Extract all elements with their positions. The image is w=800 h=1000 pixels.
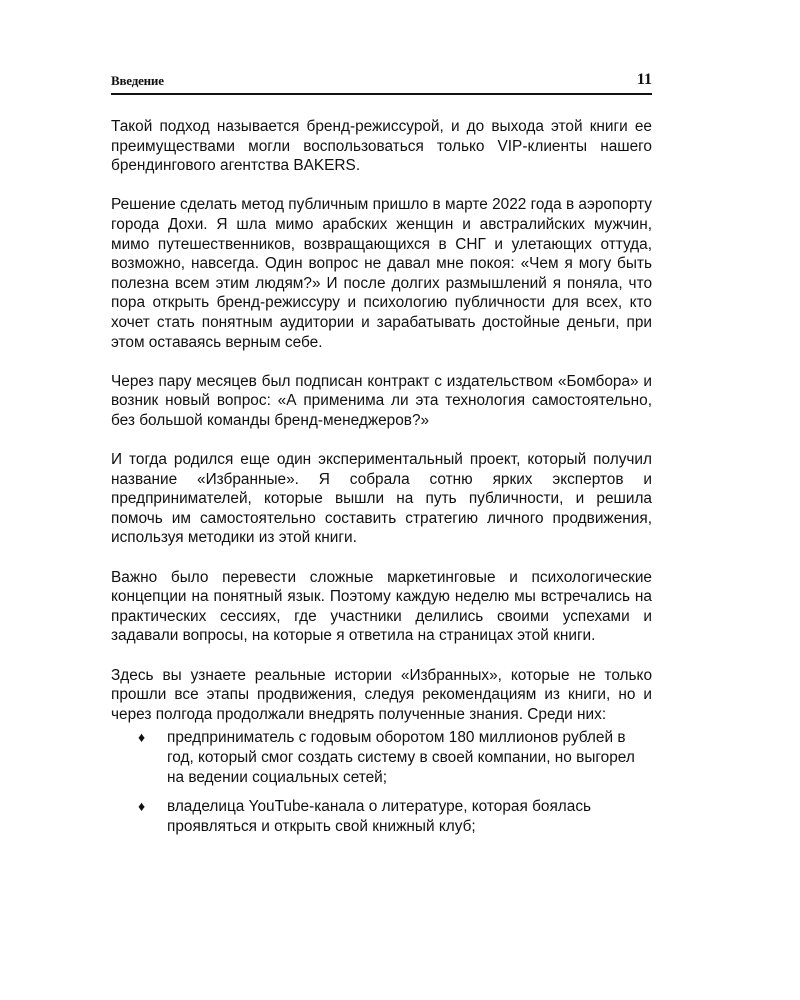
body-text <box>111 117 652 846</box>
list-item <box>111 728 652 787</box>
paragraph-3: Через пару месяцев был подписан контракт с издательством «Бомбора» и возник новый вопрос: «А применима ли эта технология самостоятельно, без большой команды бренд-менеджеров?» <box>111 372 652 429</box>
list-item-text: владелица YouTube-канала о литературе, которая боялась проявляться и открыть свой книжный клуб; <box>167 798 592 835</box>
paragraph-4: И тогда родился еще один экспериментальный проект, который получил название «Избранные». Я собрала сотню ярких экспертов и предпринимателей, которые вышли на путь публичности, и решила помочь им самостоятельно составить стратегию личного продвижения, используя методики из этой книги. <box>111 451 652 547</box>
paragraph-5: Важно было перевести сложные маркетинговые и психологические концепции на понятный язык. Поэтому каждую неделю мы встречались на практических сессиях, где участники делились своими успехами и задавали вопросы, на которые я ответила на страницах этой книги. <box>111 568 652 645</box>
paragraph-6: Здесь вы узнаете реальные истории «Избранных», которые не только прошли все этапы продвижения, следуя рекомендациям из книги, но и через полгода продолжали внедрять полученные знания. Среди них: <box>111 666 652 723</box>
paragraph-1: Такой подход называется бренд-режиссурой, и до выхода этой книги ее преимуществами могли воспользоваться только VIP-клиенты нашего брендингового агентства BAKERS. <box>111 118 652 175</box>
list-item-text: предприниматель с годовым оборотом 180 миллионов рублей в год, который смог создать систему в своей компании, но выгорел на ведении социальных сетей; <box>167 729 635 786</box>
section-title: Введение <box>111 73 164 88</box>
bullet-list <box>111 728 652 836</box>
page-number: 11 <box>636 71 652 88</box>
diamond-bullet-icon: ♦ <box>138 798 146 815</box>
paragraph-2: Решение сделать метод публичным пришло в марте 2022 года в аэропорту города Дохи. Я шла мимо арабских женщин и австралийских мужчин, мимо путешественников, возвращающихся в СНГ и улетающих оттуда, возможно, навсегда. Один вопрос не давал мне покоя: «Чем я могу быть полезна всем этим людям?» И после долгих размышлений я поняла, что пора открыть бренд-режиссуру и психологию публичности для всех, кто хочет стать понятным аудитории и зарабатывать достойные деньги, при этом оставаясь верным себе. <box>111 196 652 351</box>
running-header <box>111 71 652 95</box>
list-item <box>111 797 652 836</box>
diamond-bullet-icon: ♦ <box>138 729 146 746</box>
